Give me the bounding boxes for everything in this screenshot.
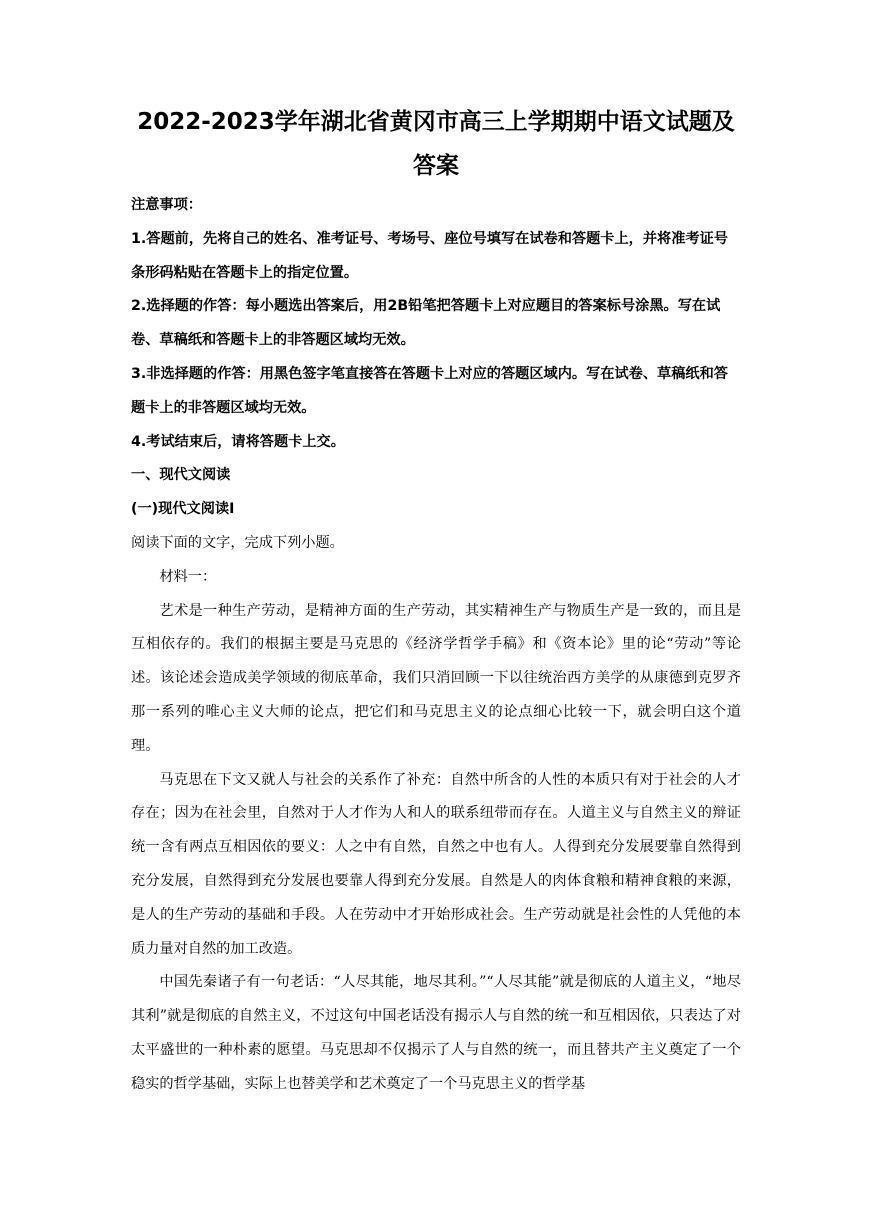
section-heading: 一、现代文阅读 bbox=[131, 467, 231, 484]
notice-item-2: 2.选择题的作答：每小题选出答案后，用2B铅笔把答题卡上对应题目的答案标号涂黑。写在试卷、草稿纸和答题卡上的非答题区域均无效。 bbox=[131, 298, 721, 349]
reading-instruction: 阅读下面的文字，完成下列小题。 bbox=[131, 534, 344, 551]
notice-item-3: 3.非选择题的作答：用黑色签字笔直接答在答题卡上对应的答题区域内。写在试卷、草稿纸和答题卡上的非答题区域均无效。 bbox=[131, 365, 728, 416]
document-page bbox=[131, 100, 741, 1102]
document-title: 2022-2023学年湖北省黄冈市高三上学期期中语文试题及答案 bbox=[137, 109, 735, 179]
material-label: 材料一： bbox=[159, 568, 217, 585]
subsection-heading: (一)现代文阅读Ⅰ bbox=[131, 501, 235, 518]
paragraph-1: 艺术是一种生产劳动，是精神方面的生产劳动，其实精神生产与物质生产是一致的，而且是互相依存的。我们的根据主要是马克思的《经济学哲学手稿》和《资本论》里的论“劳动”等论述。该论述会造成美学领域的彻底革命，我们只消回顾一下以往统治西方美学的从康德到克罗齐那一系列的唯心主义大师的论点，把它们和马克思主义的论点细心比较一下，就会明白这个道理。 bbox=[131, 602, 741, 754]
paragraph-2: 马克思在下文又就人与社会的关系作了补充：自然中所含的人性的本质只有对于社会的人才存在；因为在社会里，自然对于人才作为人和人的联系纽带而存在。人道主义与自然主义的辩证统一含有两点互相因依的要义：人之中有自然，自然之中也有人。人得到充分发展要靠自然得到充分发展，自然得到充分发展也要靠人得到充分发展。自然是人的肉体食粮和精神食粮的来源，是人的生产劳动的基础和手段。人在劳动中才开始形成社会。生产劳动就是社会性的人凭他的本质力量对自然的加工改造。 bbox=[131, 771, 741, 957]
paragraph-3: 中国先秦诸子有一句老话：“人尽其能，地尽其利。”“人尽其能”就是彻底的人道主义，“地尽其利”就是彻底的自然主义，不过这句中国老话没有揭示人与自然的统一和互相因依，只表达了对太平盛世的一种朴素的愿望。马克思却不仅揭示了人与自然的统一，而且替共产主义奠定了一个稳实的哲学基础，实际上也替美学和艺术奠定了一个马克思主义的哲学基 bbox=[131, 974, 741, 1092]
notice-item-4: 4.考试结束后，请将答题卡上交。 bbox=[131, 433, 345, 450]
notice-item-1: 1.答题前，先将自己的姓名、准考证号、考场号、座位号填写在试卷和答题卡上，并将准考证号条形码粘贴在答题卡上的指定位置。 bbox=[131, 230, 728, 281]
notice-heading: 注意事项： bbox=[131, 197, 202, 213]
